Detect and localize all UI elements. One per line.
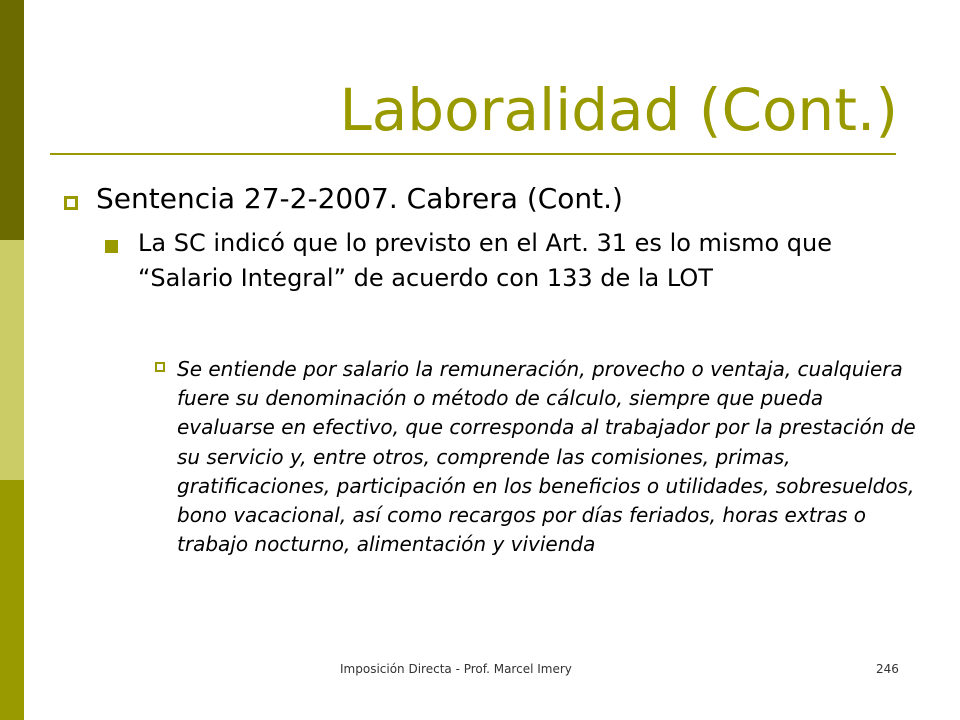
bullet-level-1: Sentencia 27-2-2007. Cabrera (Cont.) [96,182,623,215]
side-band-olive [0,480,24,720]
square-bullet-icon [105,240,118,253]
hollow-square-bullet-icon [64,196,78,210]
bullet-level-3: Se entiende por salario la remuneración, provecho o ventaja, cualquiera fuere su denominación o método de cálculo, siempre que pueda evaluarse en efectivo, que corresponda al trabajador por la prestación de su servicio y, entre otros, comprende las comisiones, primas, gratificaciones, participación en los beneficios o utilidades, sobresueldos, bono vacacional, así como recargos por días feriados, horas extras o trabajo nocturno, alimentación y vivienda [177,357,916,557]
side-band-dark [0,0,24,240]
slide-title: Laboralidad (Cont.) [339,76,898,144]
footer-text: Imposición Directa - Prof. Marcel Imery [340,662,572,676]
bullet-level-2: La SC indicó que lo previsto en el Art. 31 es lo mismo que “Salario Integral” de acuerdo con 133 de la LOT [138,229,832,292]
title-divider [50,153,896,155]
page-number: 246 [876,662,899,676]
small-hollow-square-bullet-icon [155,362,165,372]
side-band-light [0,240,24,480]
